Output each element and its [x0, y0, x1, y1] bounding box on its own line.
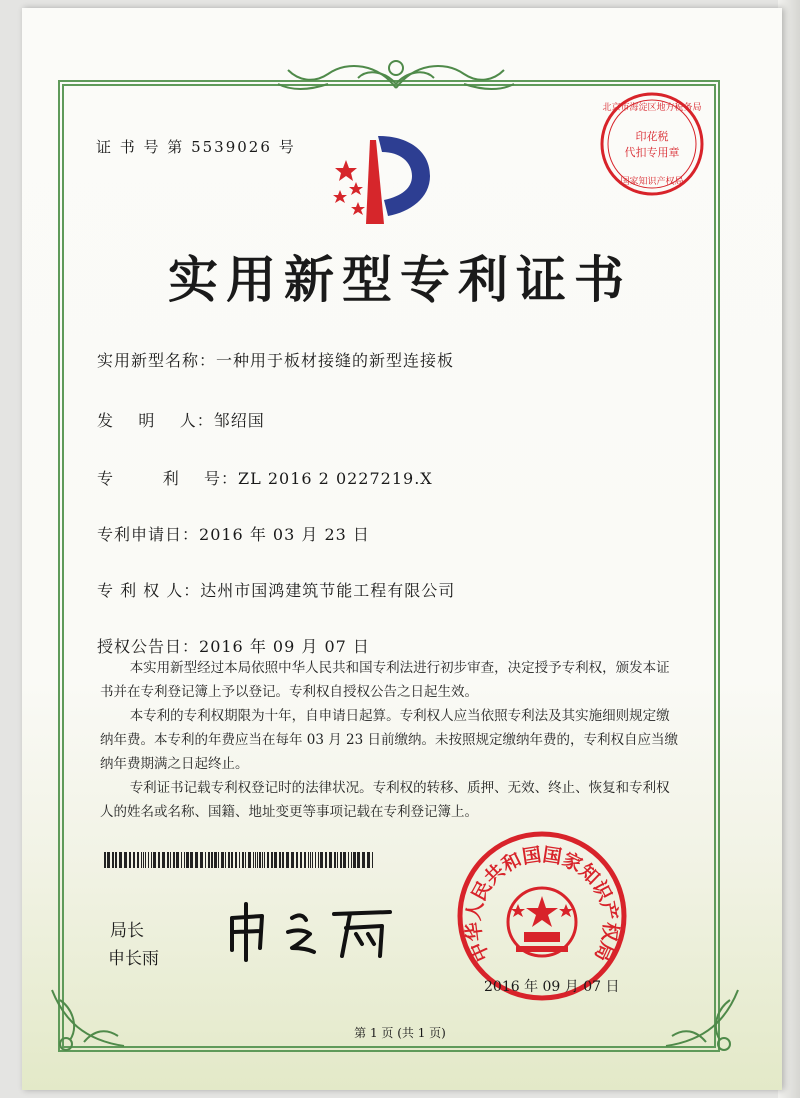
barcode-bar: [137, 852, 139, 868]
issue-date: 2016 年 09 月 07 日: [484, 979, 620, 995]
barcode-bar: [153, 852, 156, 868]
body-paragraph: 本专利的专利权期限为十年，自申请日起算。专利权人应当依照专利法及其实施细则规定缴纳年费。本专利的年费应当在每年 03 月 23 日前缴纳。未按照规定缴纳年费的，专利权自应当缴纳年费期满之日起终止。: [100, 708, 679, 772]
barcode-bar: [151, 852, 152, 868]
barcode-bar: [248, 852, 251, 868]
barcode-bar: [208, 852, 210, 868]
barcode-bar: [104, 852, 106, 868]
barcode-bar: [274, 852, 277, 868]
patent-office-emblem: [326, 130, 446, 230]
svg-text:国家知识产权局: 国家知识产权局: [620, 177, 684, 187]
field-value: ZL 2016 2 0227219.X: [238, 469, 433, 488]
utility-model-name-field: [97, 348, 454, 371]
barcode-bar: [308, 852, 309, 868]
barcode-bar: [225, 852, 226, 868]
barcode-bar: [235, 852, 237, 868]
field-value: 一种用于板材接缝的新型连接板: [216, 351, 455, 370]
barcode-bar: [351, 852, 352, 868]
barcode-bar: [337, 852, 338, 868]
body-paragraph: 本实用新型经过本局依照中华人民共和国专利法进行初步审查，决定授予专利权，颁发本证书并在专利登记簿上予以登记。专利权自授权公告之日起生效。: [100, 660, 670, 700]
barcode-bar: [362, 852, 365, 868]
body-paragraph: 专利证书记载专利权登记时的法律状况。专利权的转移、质押、无效、终止、恢复和专利权人的姓名或名称、国籍、地址变更等事项记载在专利登记簿上。: [100, 780, 670, 820]
director-signature: [222, 898, 402, 968]
barcode-bar: [312, 852, 313, 868]
certificate-body-text: [100, 656, 680, 824]
barcode-bar: [282, 852, 284, 868]
svg-text:中华人民共和国国家知识产权局: 中华人民共和国国家知识产权局: [462, 843, 622, 965]
barcode-bar: [129, 852, 131, 868]
barcode-bar: [195, 852, 198, 868]
barcode-bar: [141, 852, 142, 868]
barcode-bar: [124, 852, 127, 868]
barcode-bar: [259, 852, 261, 868]
barcode-bar: [353, 852, 356, 868]
field-label: 授权公告日：: [97, 637, 200, 656]
tax-stamp-seal: [598, 90, 706, 198]
field-label: 发 明 人：: [97, 411, 214, 430]
barcode-bar: [148, 852, 149, 868]
barcode-bar: [310, 852, 311, 868]
field-label: 实用新型名称：: [97, 351, 217, 370]
barcode-bar: [170, 852, 171, 868]
certificate-number-label: 证 书 号 第: [96, 138, 185, 156]
barcode-bar: [218, 852, 219, 868]
ornament-top: [268, 54, 524, 96]
barcode-bar: [184, 852, 185, 868]
field-label: 专利申请日：: [97, 525, 200, 544]
barcode-bar: [343, 852, 346, 868]
barcode-bar: [340, 852, 342, 868]
barcode-bar: [133, 852, 135, 868]
barcode-bar: [221, 852, 224, 868]
patentee-field: [97, 578, 455, 601]
barcode: [104, 852, 376, 868]
field-value: 邹绍国: [213, 411, 265, 430]
application-date-field: [97, 522, 370, 545]
barcode-bar: [325, 852, 327, 868]
svg-text:代扣专用章: 代扣专用章: [624, 146, 680, 159]
barcode-bar: [262, 852, 263, 868]
barcode-bar: [253, 852, 254, 868]
barcode-bar: [190, 852, 193, 868]
barcode-bar: [228, 852, 230, 868]
barcode-bar: [329, 852, 332, 868]
ornament-bottom-right: [646, 980, 746, 1060]
certificate-number-suffix: 号: [278, 138, 296, 156]
barcode-bar: [145, 852, 146, 868]
field-label: 专 利 号：: [97, 469, 239, 488]
barcode-bar: [315, 852, 316, 868]
svg-text:印花税: 印花税: [635, 130, 669, 143]
barcode-bar: [205, 852, 206, 868]
barcode-bar: [162, 852, 165, 868]
director-title: 局长: [110, 921, 144, 941]
barcode-bar: [245, 852, 246, 868]
field-value: 2016 年 03 月 23 日: [199, 525, 370, 544]
barcode-bar: [158, 852, 160, 868]
barcode-bar: [167, 852, 169, 868]
certificate-number: [96, 136, 296, 157]
barcode-bar: [279, 852, 281, 868]
barcode-bar: [267, 852, 269, 868]
barcode-bar: [304, 852, 306, 868]
barcode-bar: [286, 852, 289, 868]
barcode-bar: [115, 852, 117, 868]
ornament-bottom-left: [44, 980, 144, 1060]
page-number: 第 1 页 (共 1 页): [354, 1026, 446, 1040]
patent-number-field: [97, 466, 433, 489]
barcode-bar: [372, 852, 373, 868]
inventor-field: [97, 408, 265, 431]
barcode-bar: [291, 852, 294, 868]
certificate-number-value: 5539026: [191, 138, 272, 156]
field-label: 专 利 权 人：: [97, 581, 201, 600]
barcode-bar: [176, 852, 179, 868]
barcode-bar: [112, 852, 114, 868]
barcode-bar: [357, 852, 360, 868]
barcode-bar: [242, 852, 244, 868]
barcode-bar: [334, 852, 336, 868]
barcode-bar: [320, 852, 323, 868]
barcode-bar: [271, 852, 273, 868]
barcode-bar: [264, 852, 265, 868]
barcode-bar: [143, 852, 144, 868]
barcode-bar: [181, 852, 182, 868]
barcode-bar: [348, 852, 349, 868]
barcode-bar: [186, 852, 189, 868]
barcode-bar: [119, 852, 122, 868]
barcode-bar: [200, 852, 203, 868]
barcode-bar: [257, 852, 258, 868]
barcode-bar: [367, 852, 370, 868]
barcode-bar: [300, 852, 302, 868]
barcode-bar: [214, 852, 217, 868]
barcode-bar: [173, 852, 175, 868]
barcode-bar: [255, 852, 256, 868]
barcode-bar: [296, 852, 298, 868]
barcode-bar: [107, 852, 110, 868]
barcode-bar: [239, 852, 240, 868]
grant-date-field: [97, 634, 370, 657]
barcode-bar: [231, 852, 233, 868]
field-value: 2016 年 09 月 07 日: [199, 637, 370, 656]
director-name: 申长雨: [108, 949, 159, 969]
barcode-bar: [318, 852, 319, 868]
svg-text:北京市海淀区地方税务局: 北京市海淀区地方税务局: [602, 103, 702, 113]
field-value: 达州市国鸿建筑节能工程有限公司: [200, 581, 456, 600]
barcode-bar: [211, 852, 213, 868]
document-title: 实用新型专利证书: [168, 250, 632, 309]
